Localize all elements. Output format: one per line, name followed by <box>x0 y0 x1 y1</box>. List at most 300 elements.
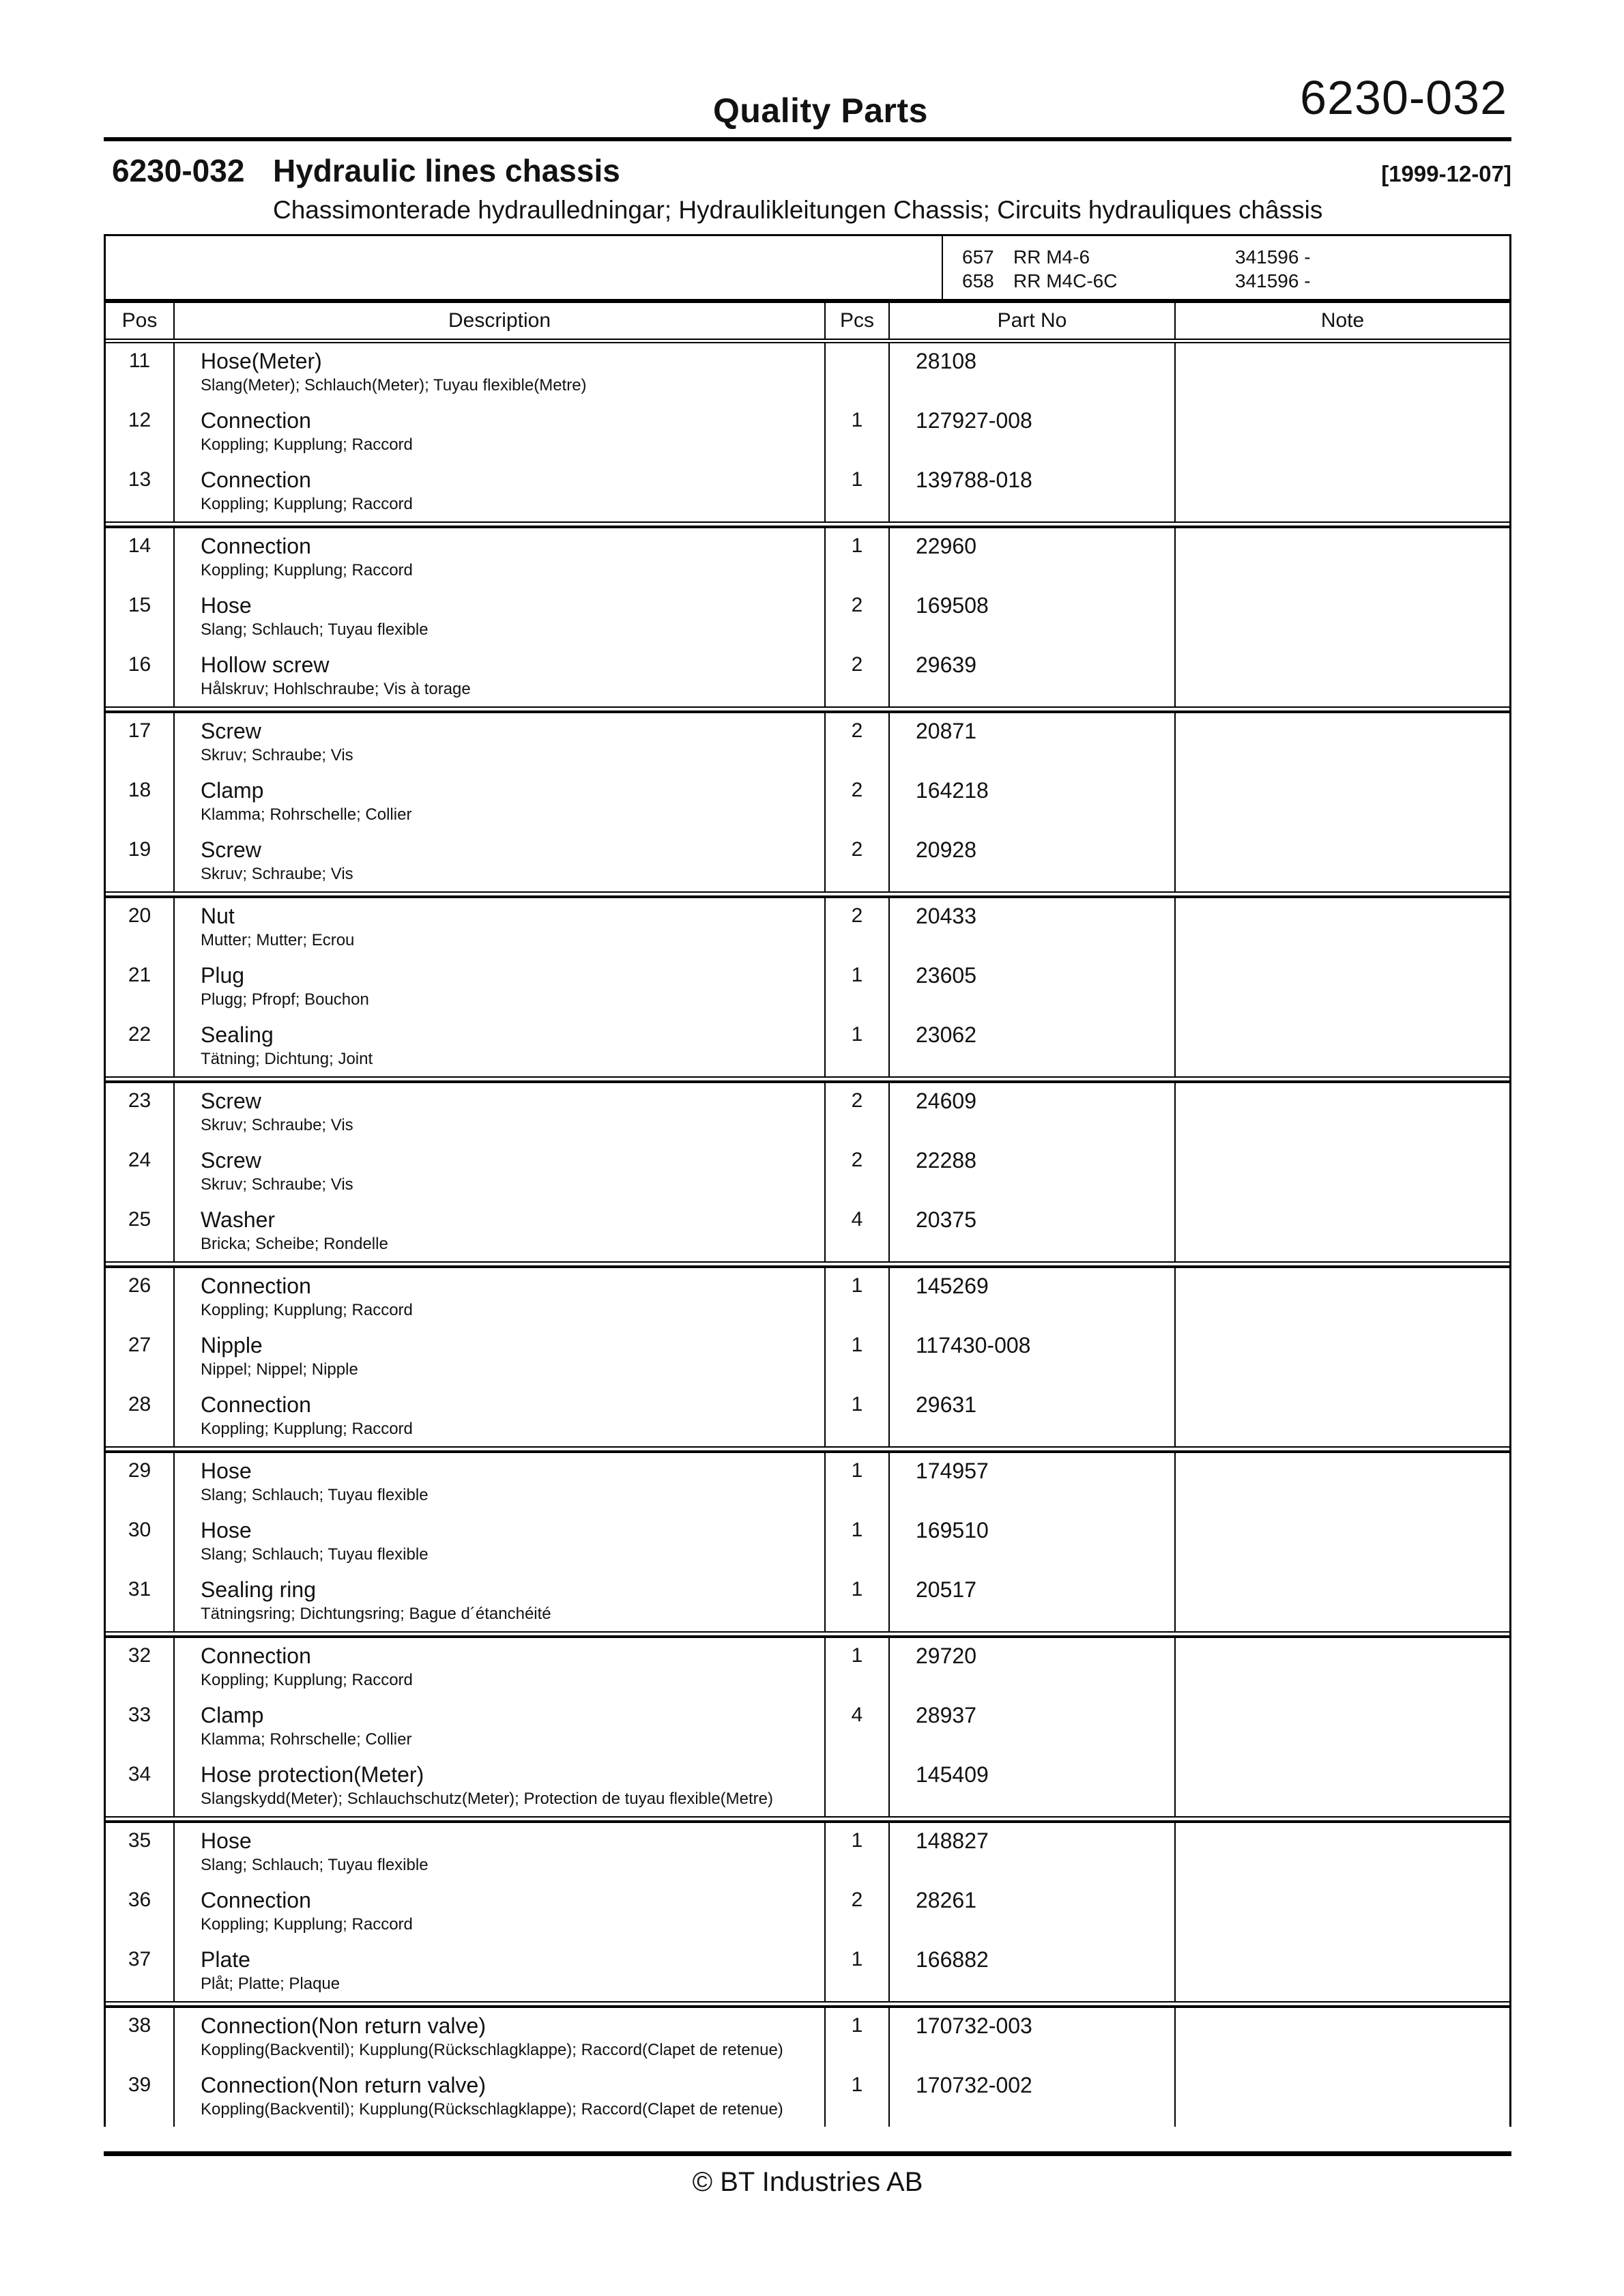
table-row <box>106 1638 1509 1697</box>
pos-cell <box>106 1823 175 1882</box>
description-translations: Skruv; Schraube; Vis <box>201 1116 353 1134</box>
part-no-cell <box>890 403 1176 462</box>
table-row <box>106 1882 1509 1942</box>
part-no-value: 20517 <box>916 1577 976 1602</box>
description-main: Connection(Non return valve) <box>201 2073 486 2097</box>
part-no-cell <box>890 2067 1176 2127</box>
table-row <box>106 462 1509 521</box>
note-cell <box>1176 773 1509 832</box>
pcs-value: 2 <box>851 653 863 676</box>
description-main: Hose <box>201 1459 252 1483</box>
model-name: RR M4C-6C <box>1013 270 1118 291</box>
part-no-value: 169508 <box>916 593 989 618</box>
part-no-value: 22288 <box>916 1148 976 1173</box>
part-no-value: 23062 <box>916 1022 976 1047</box>
group-separator <box>106 891 1509 898</box>
pos-cell <box>106 1942 175 2001</box>
description-translations: Klamma; Rohrschelle; Collier <box>201 1730 412 1749</box>
description-main: Screw <box>201 837 261 862</box>
part-no-value: 20928 <box>916 837 976 862</box>
pcs-value: 1 <box>851 1459 863 1482</box>
pos-value: 24 <box>128 1149 151 1171</box>
table-row <box>106 1697 1509 1757</box>
table-row <box>106 832 1509 891</box>
info-box-empty-cell <box>106 236 943 299</box>
section-title-row <box>104 152 1511 189</box>
part-no-value: 28937 <box>916 1703 976 1727</box>
brand-title: Quality Parts <box>713 91 928 130</box>
description-main: Connection <box>201 1392 311 1417</box>
description-translations: Tätningsring; Dichtungsring; Bague d´étanchéité <box>201 1605 551 1623</box>
pcs-cell <box>826 832 890 891</box>
note-cell <box>1176 462 1509 521</box>
group-separator <box>106 2001 1509 2008</box>
part-no-cell <box>890 898 1176 958</box>
description-main: Clamp <box>201 778 264 803</box>
table-row <box>106 1572 1509 1631</box>
description-cell <box>175 1882 826 1942</box>
description-cell <box>175 1512 826 1572</box>
pos-value: 32 <box>128 1644 151 1667</box>
note-cell <box>1176 2008 1509 2067</box>
pos-cell <box>106 1387 175 1446</box>
pos-cell <box>106 1202 175 1261</box>
pos-value: 14 <box>128 534 151 557</box>
description-main: Clamp <box>201 1703 264 1727</box>
description-translations: Koppling(Backventil); Kupplung(Rückschlagklappe); Raccord(Clapet de retenue) <box>201 2100 783 2119</box>
description-main: Hose(Meter) <box>201 349 322 373</box>
description-translations: Slangskydd(Meter); Schlauchschutz(Meter); Protection de tuyau flexible(Metre) <box>201 1790 774 1808</box>
pos-value: 31 <box>128 1578 151 1601</box>
description-cell <box>175 898 826 958</box>
note-cell <box>1176 1328 1509 1387</box>
copyright-text: © BT Industries AB <box>692 2167 923 2197</box>
note-cell <box>1176 2067 1509 2127</box>
pos-cell <box>106 588 175 647</box>
pcs-cell <box>826 1572 890 1631</box>
pcs-value: 4 <box>851 1208 863 1231</box>
part-no-value: 28261 <box>916 1888 976 1912</box>
note-cell <box>1176 588 1509 647</box>
note-cell <box>1176 898 1509 958</box>
table-row <box>106 2067 1509 2127</box>
column-header-pos: Pos <box>106 303 175 339</box>
pos-cell <box>106 1697 175 1757</box>
description-cell <box>175 462 826 521</box>
part-no-value: 28108 <box>916 349 976 373</box>
description-main: Connection <box>201 534 311 558</box>
description-cell <box>175 713 826 773</box>
pos-cell <box>106 1882 175 1942</box>
model-name: RR M4-6 <box>1013 246 1090 268</box>
pcs-value: 2 <box>851 904 863 927</box>
pos-value: 39 <box>128 2073 151 2096</box>
description-main: Connection(Non return valve) <box>201 2013 486 2038</box>
group-separator <box>106 1446 1509 1453</box>
column-header-description: Description <box>175 303 826 339</box>
pos-value: 16 <box>128 653 151 676</box>
model-row <box>943 245 1509 269</box>
table-row <box>106 1823 1509 1882</box>
revision-date: [1999-12-07] <box>1381 161 1511 186</box>
pos-value: 36 <box>128 1889 151 1911</box>
description-translations: Skruv; Schraube; Vis <box>201 1175 353 1194</box>
model-code: 658 <box>962 270 994 291</box>
description-translations: Koppling; Kupplung; Raccord <box>201 1420 413 1438</box>
part-no-value: 20375 <box>916 1207 976 1232</box>
pcs-cell <box>826 1638 890 1697</box>
part-no-cell <box>890 1017 1176 1076</box>
column-header-note: Note <box>1320 309 1365 332</box>
description-main: Connection <box>201 468 311 492</box>
description-main: Hose <box>201 1828 252 1853</box>
part-no-cell <box>890 958 1176 1017</box>
pos-value: 19 <box>128 838 151 861</box>
note-cell <box>1176 1387 1509 1446</box>
description-cell <box>175 403 826 462</box>
part-no-cell <box>890 1202 1176 1261</box>
model-serial-range: 341596 - <box>1235 270 1311 291</box>
pos-cell <box>106 713 175 773</box>
pcs-cell <box>826 1512 890 1572</box>
description-translations: Plåt; Platte; Plaque <box>201 1975 340 1993</box>
pcs-value: 1 <box>851 468 863 491</box>
column-header-part-no: Part No <box>890 303 1176 339</box>
pcs-value: 1 <box>851 1578 863 1601</box>
pos-value: 18 <box>128 779 151 801</box>
note-cell <box>1176 647 1509 706</box>
part-no-value: 20871 <box>916 719 976 743</box>
description-cell <box>175 343 826 403</box>
pcs-value: 2 <box>851 1889 863 1911</box>
pos-value: 30 <box>128 1519 151 1541</box>
pcs-value: 1 <box>851 1519 863 1541</box>
note-cell <box>1176 1268 1509 1328</box>
description-cell <box>175 832 826 891</box>
pos-value: 15 <box>128 594 151 616</box>
table-row <box>106 1757 1509 1816</box>
part-no-value: 166882 <box>916 1947 989 1972</box>
group-separator <box>106 1631 1509 1638</box>
page-content <box>104 0 1511 2198</box>
pcs-value: 2 <box>851 779 863 801</box>
pos-cell <box>106 1638 175 1697</box>
table-row <box>106 1202 1509 1261</box>
pos-value: 26 <box>128 1274 151 1297</box>
table-body <box>106 343 1509 2127</box>
group-separator <box>106 1816 1509 1823</box>
pos-value: 33 <box>128 1704 151 1726</box>
description-main: Plug <box>201 963 245 988</box>
part-no-value: 20433 <box>916 904 976 928</box>
part-no-cell <box>890 1942 1176 2001</box>
description-translations: Koppling; Kupplung; Raccord <box>201 1301 413 1319</box>
pcs-cell <box>826 1017 890 1076</box>
pcs-value: 1 <box>851 1393 863 1416</box>
pcs-value: 4 <box>851 1704 863 1726</box>
description-cell <box>175 1202 826 1261</box>
section-subtitle: Chassimonterade hydraulledningar; Hydraulikleitungen Chassis; Circuits hydrauliques châssis <box>273 196 1323 224</box>
page-footer <box>104 2151 1511 2198</box>
part-no-value: 22960 <box>916 534 976 558</box>
description-translations: Nippel; Nippel; Nipple <box>201 1360 358 1379</box>
part-no-cell <box>890 1757 1176 1816</box>
note-cell <box>1176 1202 1509 1261</box>
pcs-cell <box>826 1328 890 1387</box>
table-row <box>106 958 1509 1017</box>
pos-value: 35 <box>128 1829 151 1852</box>
description-translations: Koppling; Kupplung; Raccord <box>201 1671 413 1689</box>
pos-cell <box>106 2067 175 2127</box>
table-row <box>106 647 1509 706</box>
description-main: Nut <box>201 904 235 928</box>
model-list <box>943 236 1509 299</box>
note-cell <box>1176 1882 1509 1942</box>
pcs-value: 2 <box>851 594 863 616</box>
description-cell <box>175 1143 826 1202</box>
part-no-value: 23605 <box>916 963 976 988</box>
pos-value: 11 <box>128 349 151 372</box>
pcs-value: 1 <box>851 1644 863 1667</box>
pcs-value: 2 <box>851 1149 863 1171</box>
description-main: Screw <box>201 1148 261 1173</box>
part-no-cell <box>890 713 1176 773</box>
description-translations: Mutter; Mutter; Ecrou <box>201 931 355 949</box>
part-no-cell <box>890 343 1176 403</box>
table-row <box>106 403 1509 462</box>
pcs-cell <box>826 1697 890 1757</box>
group-separator <box>106 706 1509 713</box>
part-no-cell <box>890 1328 1176 1387</box>
description-cell <box>175 1453 826 1512</box>
pcs-value: 1 <box>851 964 863 986</box>
part-no-cell <box>890 773 1176 832</box>
pcs-value: 1 <box>851 1334 863 1356</box>
part-no-cell <box>890 1697 1176 1757</box>
description-translations: Slang; Schlauch; Tuyau flexible <box>201 1486 429 1504</box>
note-cell <box>1176 528 1509 588</box>
pos-cell <box>106 1572 175 1631</box>
description-translations: Slang(Meter); Schlauch(Meter); Tuyau flexible(Metre) <box>201 376 587 394</box>
doc-number-header: 6230-032 <box>1300 71 1507 124</box>
pos-value: 25 <box>128 1208 151 1231</box>
table-row <box>106 898 1509 958</box>
part-no-cell <box>890 647 1176 706</box>
pcs-value: 1 <box>851 2073 863 2096</box>
note-cell <box>1176 343 1509 403</box>
part-no-cell <box>890 588 1176 647</box>
section-title: Hydraulic lines chassis <box>273 153 620 188</box>
pcs-cell <box>826 647 890 706</box>
part-no-cell <box>890 1083 1176 1143</box>
part-no-value: 117430-008 <box>916 1333 1031 1358</box>
description-translations: Plugg; Pfropf; Bouchon <box>201 990 369 1009</box>
description-cell <box>175 1083 826 1143</box>
description-translations: Slang; Schlauch; Tuyau flexible <box>201 620 429 639</box>
part-no-cell <box>890 1387 1176 1446</box>
pos-cell <box>106 1757 175 1816</box>
description-cell <box>175 1017 826 1076</box>
pcs-cell <box>826 1823 890 1882</box>
note-cell <box>1176 832 1509 891</box>
pos-cell <box>106 528 175 588</box>
group-separator <box>106 521 1509 528</box>
pcs-value: 2 <box>851 838 863 861</box>
description-main: Connection <box>201 1644 311 1668</box>
part-no-cell <box>890 1512 1176 1572</box>
description-main: Nipple <box>201 1333 263 1358</box>
table-row <box>106 1143 1509 1202</box>
note-cell <box>1176 1017 1509 1076</box>
table-row <box>106 1387 1509 1446</box>
description-translations: Slang; Schlauch; Tuyau flexible <box>201 1545 429 1564</box>
pos-value: 38 <box>128 2014 151 2037</box>
description-translations: Hålskruv; Hohlschraube; Vis à torage <box>201 680 471 698</box>
pcs-value: 1 <box>851 409 863 431</box>
note-cell <box>1176 1638 1509 1697</box>
pos-cell <box>106 898 175 958</box>
description-main: Sealing ring <box>201 1577 316 1602</box>
note-cell <box>1176 1512 1509 1572</box>
description-translations: Slang; Schlauch; Tuyau flexible <box>201 1856 429 1874</box>
part-no-cell <box>890 2008 1176 2067</box>
pcs-cell <box>826 773 890 832</box>
model-info-box <box>106 234 1509 303</box>
pcs-cell <box>826 403 890 462</box>
pcs-value: 1 <box>851 534 863 557</box>
part-no-value: 127927-008 <box>916 408 1032 433</box>
table-row <box>106 773 1509 832</box>
pcs-cell <box>826 343 890 403</box>
description-cell <box>175 2008 826 2067</box>
part-no-value: 145409 <box>916 1762 989 1787</box>
description-cell <box>175 588 826 647</box>
pcs-value: 1 <box>851 1829 863 1852</box>
part-no-value: 29631 <box>916 1392 976 1417</box>
pcs-cell <box>826 1453 890 1512</box>
pcs-cell <box>826 2067 890 2127</box>
description-cell <box>175 1328 826 1387</box>
description-translations: Tätning; Dichtung; Joint <box>201 1050 373 1068</box>
group-separator <box>106 1076 1509 1083</box>
parts-table <box>104 234 1511 2127</box>
note-cell <box>1176 958 1509 1017</box>
part-no-cell <box>890 1882 1176 1942</box>
pcs-cell <box>826 1202 890 1261</box>
description-translations: Skruv; Schraube; Vis <box>201 746 353 764</box>
part-no-value: 164218 <box>916 778 989 803</box>
pcs-cell <box>826 1143 890 1202</box>
description-cell <box>175 1268 826 1328</box>
description-cell <box>175 1823 826 1882</box>
note-cell <box>1176 1453 1509 1512</box>
note-cell <box>1176 1757 1509 1816</box>
section-number: 6230-032 <box>112 153 245 188</box>
description-cell <box>175 647 826 706</box>
pos-value: 34 <box>128 1763 151 1785</box>
pcs-cell <box>826 2008 890 2067</box>
pcs-cell <box>826 1942 890 2001</box>
table-row <box>106 1453 1509 1512</box>
description-main: Hose <box>201 1518 252 1542</box>
part-no-cell <box>890 1143 1176 1202</box>
part-no-value: 170732-003 <box>916 2013 1032 2038</box>
page-header <box>104 0 1511 141</box>
description-translations: Koppling; Kupplung; Raccord <box>201 435 413 454</box>
part-no-value: 29720 <box>916 1644 976 1668</box>
part-no-cell <box>890 1638 1176 1697</box>
part-no-value: 169510 <box>916 1518 989 1542</box>
pos-cell <box>106 832 175 891</box>
pos-cell <box>106 2008 175 2067</box>
description-main: Screw <box>201 1089 261 1113</box>
description-main: Screw <box>201 719 261 743</box>
description-translations: Bricka; Scheibe; Rondelle <box>201 1235 388 1253</box>
table-row <box>106 1942 1509 2001</box>
description-cell <box>175 1387 826 1446</box>
pcs-cell <box>826 462 890 521</box>
pos-value: 27 <box>128 1334 151 1356</box>
part-no-cell <box>890 1453 1176 1512</box>
note-cell <box>1176 1942 1509 2001</box>
description-translations: Koppling; Kupplung; Raccord <box>201 561 413 579</box>
description-translations: Koppling; Kupplung; Raccord <box>201 1915 413 1934</box>
pcs-cell <box>826 1757 890 1816</box>
table-row <box>106 713 1509 773</box>
description-main: Connection <box>201 408 311 433</box>
pos-cell <box>106 1328 175 1387</box>
description-cell <box>175 528 826 588</box>
pcs-value: 1 <box>851 2014 863 2037</box>
model-row <box>943 269 1509 293</box>
note-cell <box>1176 1143 1509 1202</box>
column-header-row <box>106 303 1509 343</box>
pcs-cell <box>826 1387 890 1446</box>
pos-value: 29 <box>128 1459 151 1482</box>
pcs-value: 2 <box>851 1089 863 1112</box>
table-row <box>106 343 1509 403</box>
group-separator <box>106 1261 1509 1268</box>
table-row <box>106 528 1509 588</box>
part-no-value: 24609 <box>916 1089 976 1113</box>
pos-value: 37 <box>128 1948 151 1970</box>
part-no-value: 145269 <box>916 1274 989 1298</box>
part-no-value: 148827 <box>916 1828 989 1853</box>
pcs-cell <box>826 588 890 647</box>
description-cell <box>175 1942 826 2001</box>
model-code: 657 <box>962 246 994 268</box>
table-row <box>106 1328 1509 1387</box>
description-cell <box>175 1757 826 1816</box>
part-no-value: 170732-002 <box>916 2073 1032 2097</box>
part-no-value: 29639 <box>916 652 976 677</box>
description-cell <box>175 958 826 1017</box>
description-cell <box>175 773 826 832</box>
description-main: Plate <box>201 1947 250 1972</box>
pos-cell <box>106 403 175 462</box>
description-translations: Koppling; Kupplung; Raccord <box>201 495 413 513</box>
pcs-cell <box>826 1882 890 1942</box>
table-row <box>106 1083 1509 1143</box>
pos-cell <box>106 1268 175 1328</box>
pcs-cell <box>826 528 890 588</box>
description-translations: Klamma; Rohrschelle; Collier <box>201 805 412 824</box>
description-cell <box>175 1572 826 1631</box>
description-cell <box>175 1638 826 1697</box>
description-translations: Koppling(Backventil); Kupplung(Rückschlagklappe); Raccord(Clapet de retenue) <box>201 2041 783 2059</box>
pos-value: 12 <box>128 409 151 431</box>
pos-cell <box>106 773 175 832</box>
